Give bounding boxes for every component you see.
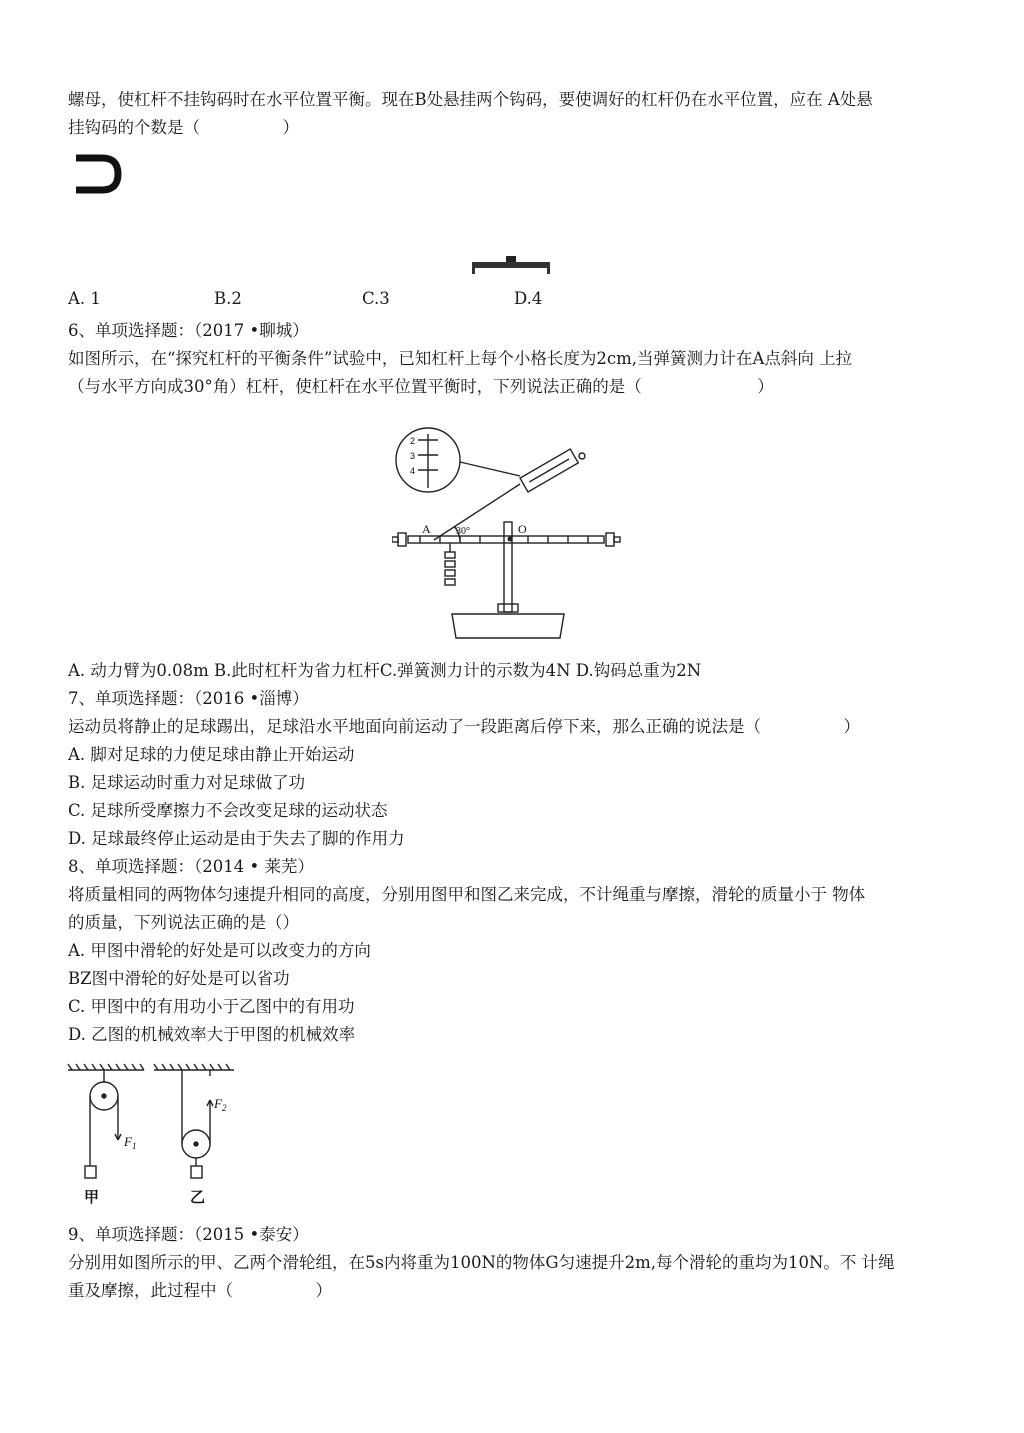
lever-spring-scale-figure [392, 418, 632, 646]
figure-label-jia: 甲 [84, 1188, 100, 1206]
hook-fragment-figure [66, 150, 126, 196]
q8-option-c: C. 甲图中的有用功小于乙图中的有用功 [68, 997, 355, 1016]
fig-label-a: A [422, 522, 431, 536]
pulley-figure [66, 1062, 246, 1210]
q6-line2: （与水平方向成30°角）杠杆，使杠杆在水平位置平衡时，下列说法正确的是（ ） [68, 377, 774, 396]
q5-line2: 挂钩码的个数是（ ） [68, 118, 299, 137]
q8-line1: 将质量相同的两物体匀速提升相同的高度，分别用图甲和图乙来完成，不计绳重与摩擦，滑轮的质量小于 物体 [68, 885, 866, 904]
q6-options: A. 动力臂为0.08m B.此时杠杆为省力杠杆C.弹簧测力计的示数为4N D.钩码总重为2N [68, 661, 702, 680]
q7-header: 7、单项选择题：（2016 •淄博） [68, 689, 309, 708]
q7-option-b: B. 足球运动时重力对足球做了功 [68, 773, 306, 792]
q5-option-b: B.2 [214, 289, 242, 308]
q5-option-a: A. 1 [68, 289, 101, 308]
q8-option-b: BZ图中滑轮的好处是可以省功 [68, 969, 290, 988]
q7-option-d: D. 足球最终停止运动是由于失去了脚的作用力 [68, 829, 405, 848]
figure-label-yi: 乙 [190, 1188, 206, 1206]
scale-label-4: 4 [410, 466, 416, 476]
scale-label-3: 3 [410, 451, 416, 461]
q7-stem: 运动员将静止的足球踢出，足球沿水平地面向前运动了一段距离后停下来，那么正确的说法是（ ） [68, 717, 860, 736]
q5-line1: 螺母，使杠杆不挂钩码时在水平位置平衡。现在B处悬挂两个钩码，要使调好的杠杆仍在水平位置，应在 A处悬 [68, 90, 873, 109]
lever-figure-small [468, 254, 554, 276]
q6-line1: 如图所示，在“探究杠杆的平衡条件”试验中，已知杠杆上每个小格长度为2cm,当弹簧测力计在A点斜向 上拉 [68, 349, 853, 368]
q5-option-d: D.4 [514, 289, 543, 308]
q8-option-d: D. 乙图的机械效率大于甲图的机械效率 [68, 1025, 356, 1044]
q9-line1: 分别用如图所示的甲、乙两个滑轮组，在5s内将重为100N的物体G匀速提升2m,每个滑轮的重均为10N。不 计绳 [68, 1253, 895, 1272]
force-label-f1: $F_1$ [124, 1134, 137, 1151]
q7-option-a: A. 脚对足球的力使足球由静止开始运动 [68, 745, 355, 764]
force-label-f2: $F_2$ [214, 1096, 227, 1113]
q9-line2: 重及摩擦，此过程中（ ） [68, 1281, 332, 1300]
scale-label-2: 2 [410, 436, 416, 446]
q8-option-a: A. 甲图中滑轮的好处是可以改变力的方向 [68, 941, 371, 960]
q6-header: 6、单项选择题：（2017 •聊城） [68, 321, 309, 340]
fig-label-angle: 30° [456, 526, 470, 537]
q5-option-c: C.3 [362, 289, 390, 308]
fig-label-o: O [518, 522, 527, 536]
q9-header: 9、单项选择题：（2015 •泰安） [68, 1225, 309, 1244]
q7-option-c: C. 足球所受摩擦力不会改变足球的运动状态 [68, 801, 388, 820]
q8-line2: 的质量，下列说法正确的是（） [68, 913, 299, 932]
q8-header: 8、单项选择题：（2014 • 莱芜） [68, 857, 314, 876]
